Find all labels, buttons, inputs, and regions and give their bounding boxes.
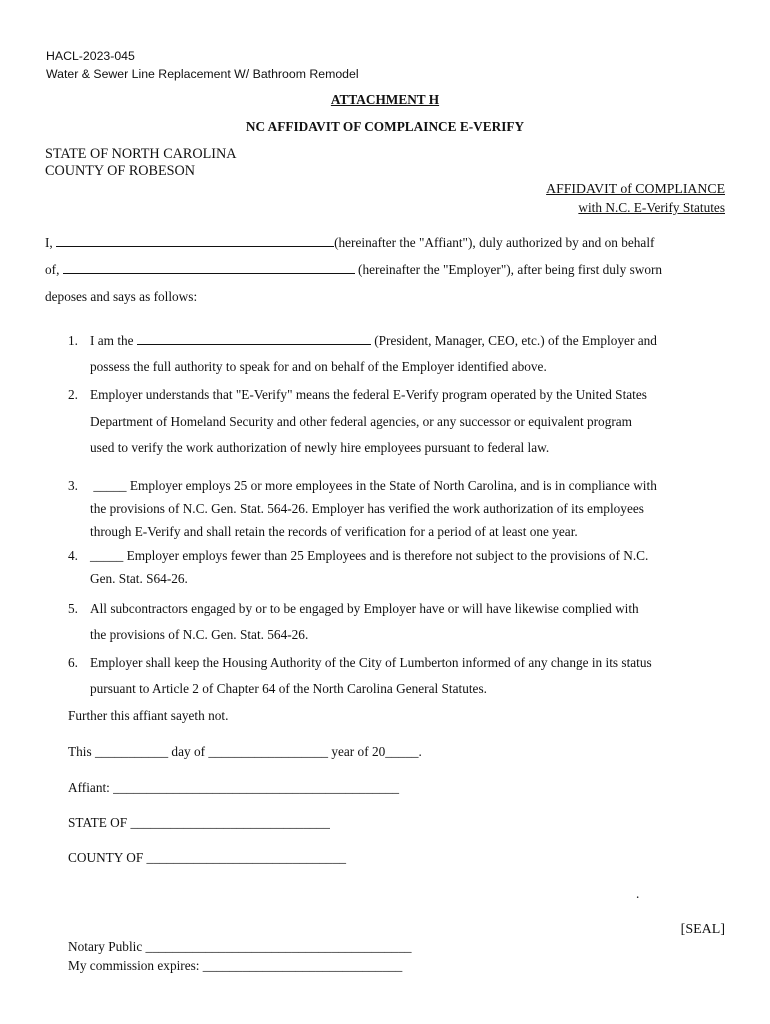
list-item-1: 1. I am the (President, Manager, CEO, etc.) of the Employer and (68, 333, 657, 348)
affidavit-heading-line1: AFFIDAVIT of COMPLIANCE (546, 181, 725, 196)
list-item-6-line-2: pursuant to Article 2 of Chapter 64 of the North Carolina General Statutes. (90, 681, 487, 696)
notary-county-line[interactable]: COUNTY OF ______________________________ (68, 850, 347, 865)
affidavit-heading-line2: with N.C. E-Verify Statutes (578, 200, 725, 215)
venue-county: COUNTY OF ROBESON (45, 163, 196, 179)
list-item-5: 5. All subcontractors engaged by or to be engaged by Employer have or will have likewise complied with (68, 601, 639, 616)
intro-line-1: I, (hereinafter the "Affiant"), duly authorized by and on behalf (45, 235, 655, 250)
list-item-2-line-2: Department of Homeland Security and other federal agencies, or any successor or equivalent program (90, 414, 633, 429)
commission-expires-line[interactable]: My commission expires: ______________________________ (68, 958, 403, 973)
list-item-2-line-3: used to verify the work authorization of newly hire employees pursuant to federal law. (90, 440, 550, 455)
attachment-title: ATTACHMENT H (330, 92, 440, 107)
date-line[interactable]: This ___________ day of __________________ year of 20_____. (68, 744, 422, 759)
list-item-6: 6. Employer shall keep the Housing Authority of the City of Lumberton informed of any change in its status (68, 655, 652, 670)
closing-statement: Further this affiant sayeth not. (68, 708, 229, 723)
list-item-4: 4. _____ Employer employs fewer than 25 Employees and is therefore not subject to the provisions of N.C. (68, 548, 649, 563)
list-item-4-line-2: Gen. Stat. S64-26. (90, 571, 188, 586)
stray-dot: . (636, 886, 640, 901)
title-field[interactable] (137, 333, 371, 345)
seal-label: [SEAL] (680, 922, 725, 937)
intro-line-3: deposes and says as follows: (45, 289, 198, 304)
list-item-1-line-2: possess the full authority to speak for and on behalf of the Employer identified above. (90, 359, 547, 374)
list-item-3-line-2: the provisions of N.C. Gen. Stat. 564-26. Employer has verified the work authorization of its employees (90, 501, 644, 516)
project-title: Water & Sewer Line Replacement W/ Bathroom Remodel (46, 67, 359, 81)
list-item-5-line-2: the provisions of N.C. Gen. Stat. 564-26. (90, 627, 309, 642)
notary-state-line[interactable]: STATE OF ______________________________ (68, 815, 330, 830)
intro-line-2: of, (hereinafter the "Employer"), after being first duly sworn (45, 262, 663, 277)
notary-public-line[interactable]: Notary Public ________________________________________ (68, 939, 412, 954)
employer-name-field[interactable] (63, 262, 355, 274)
affiant-name-field[interactable] (56, 235, 334, 247)
list-item-3-line-3: through E-Verify and shall retain the records of verification for a period of at least one year. (90, 524, 578, 539)
affidavit-subtitle: NC AFFIDAVIT OF COMPLAINCE E-VERIFY (245, 119, 525, 134)
document-id: HACL-2023-045 (46, 49, 135, 63)
affiant-signature-line[interactable]: Affiant: ___________________________________________ (68, 780, 400, 795)
list-item-2: 2. Employer understands that "E-Verify" means the federal E-Verify program operated by the United States (68, 387, 647, 402)
list-item-3: 3. _____ Employer employs 25 or more employees in the State of North Carolina, and is in compliance with (68, 478, 657, 493)
venue-state: STATE OF NORTH CAROLINA (45, 146, 237, 162)
